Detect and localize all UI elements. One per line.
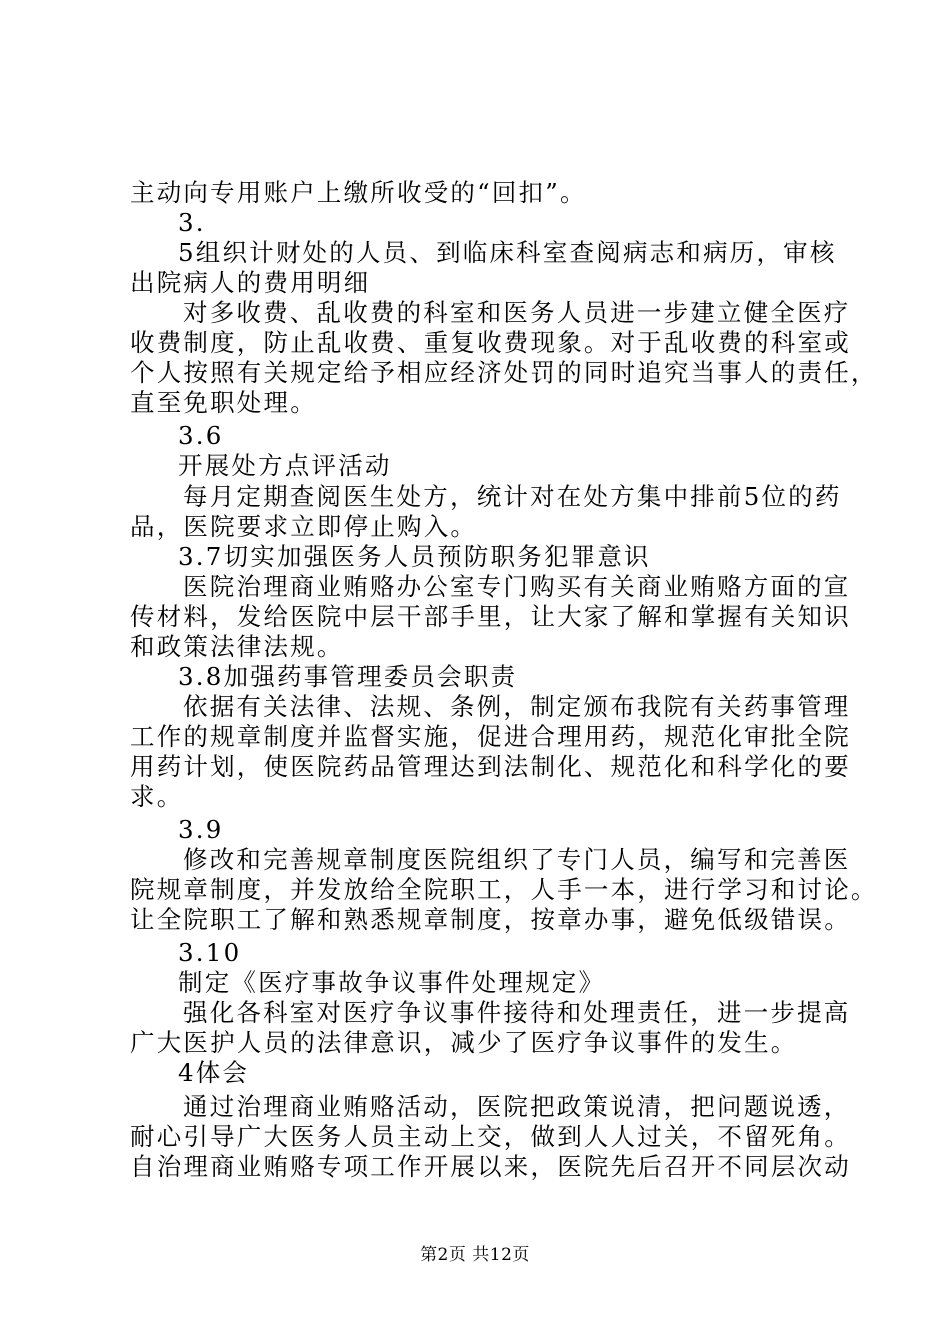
text-line: 直至免职处理。 xyxy=(130,388,317,417)
text-line: 和政策法律法规。 xyxy=(130,632,344,661)
section-number: 3.6 xyxy=(178,421,224,450)
text-line: 耐心引导广大医务人员主动上交，做到人人过关，不留死角。 xyxy=(130,1122,851,1151)
text-line: 广大医护人员的法律意识，减少了医疗争议事件的发生。 xyxy=(130,1028,798,1057)
text-line: 院规章制度，并发放给全院职工，人手一本，进行学习和讨论。 xyxy=(130,875,878,904)
text-line: 用药计划，使医院药品管理达到法制化、规范化和科学化的要 xyxy=(130,752,851,781)
text-line: 品，医院要求立即停止购入。 xyxy=(130,512,478,541)
text-line: 依据有关法律、法规、条例，制定颁布我院有关药事管理 xyxy=(183,692,851,721)
text-line: 强化各科室对医疗争议事件接待和处理责任，进一步提高 xyxy=(183,998,851,1027)
section-heading: 3.8加强药事管理委员会职责 xyxy=(178,662,518,691)
section-heading: 4体会 xyxy=(178,1058,250,1087)
text-line: 工作的规章制度并监督实施，促进合理用药，规范化审批全院 xyxy=(130,722,851,751)
text-line: 5组织计财处的人员、到临床科室查阅病志和病历，审核 xyxy=(178,238,837,267)
text-line: 每月定期查阅医生处方，统计对在处方集中排前5位的药 xyxy=(183,482,842,511)
text-line: 通过治理商业贿赂活动，医院把政策说清，把问题说透， xyxy=(183,1092,851,1121)
page-number-footer: 第2页 共12页 xyxy=(420,1245,530,1265)
text-line: 主动向专用账户上缴所收受的“回扣”。 xyxy=(130,178,587,207)
text-line: 对多收费、乱收费的科室和医务人员进一步建立健全医疗 xyxy=(183,298,851,327)
section-heading: 开展处方点评活动 xyxy=(178,451,392,480)
text-line: 自治理商业贿赂专项工作开展以来，医院先后召开不同层次动 xyxy=(130,1152,851,1181)
section-number: 3. xyxy=(178,208,206,237)
text-line: 修改和完善规章制度医院组织了专门人员，编写和完善医 xyxy=(183,845,851,874)
section-heading: 制定《医疗事故争议事件处理规定》 xyxy=(178,968,606,997)
text-line: 收费制度，防止乱收费、重复收费现象。对于乱收费的科室或 xyxy=(130,328,851,357)
section-number: 3.9 xyxy=(178,815,224,844)
text-line: 传材料，发给医院中层干部手里，让大家了解和掌握有关知识 xyxy=(130,602,851,631)
section-heading: 3.7切实加强医务人员预防职务犯罪意识 xyxy=(178,542,651,571)
text-line: 医院治理商业贿赂办公室专门购买有关商业贿赂方面的宣 xyxy=(183,572,851,601)
text-line: 让全院职工了解和熟悉规章制度，按章办事，避免低级错误。 xyxy=(130,905,851,934)
section-number: 3.10 xyxy=(178,938,242,967)
text-line: 求。 xyxy=(130,782,184,811)
text-line: 个人按照有关规定给予相应经济处罚的同时追究当事人的责任， xyxy=(130,358,878,387)
text-line: 出院病人的费用明细 xyxy=(130,268,371,297)
